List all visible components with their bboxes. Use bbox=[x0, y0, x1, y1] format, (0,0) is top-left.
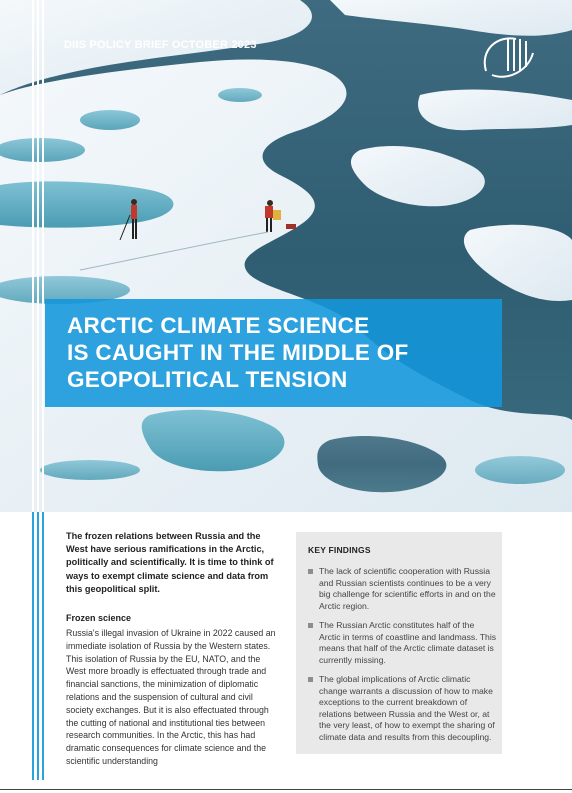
brief-label: DIIS POLICY BRIEF OCTOBER 2023 bbox=[64, 39, 257, 51]
key-findings-box bbox=[296, 532, 502, 754]
key-findings-heading: KEY FINDINGS bbox=[308, 545, 371, 555]
bottom-rule bbox=[0, 789, 572, 790]
decorative-vertical-lines-top bbox=[32, 0, 44, 512]
decorative-vertical-lines-bottom bbox=[32, 512, 44, 780]
title-line-1: ARCTIC CLIMATE SCIENCE bbox=[67, 313, 370, 338]
key-finding-text: The lack of scientific cooperation with Russia and Russian scientists continues to be a very big challenge for scientific efforts in and on the Arctic region. bbox=[319, 566, 496, 611]
key-finding-text: The Russian Arctic constitutes half of the Arctic in terms of coastline and landmass. This means that half of the Arctic climate dataset is currently missing. bbox=[319, 620, 497, 665]
square-bullet-icon bbox=[308, 677, 313, 682]
section-heading: Frozen science bbox=[66, 613, 132, 623]
title-line-3: GEOPOLITICAL TENSION bbox=[67, 367, 348, 392]
body-paragraph: Russia's illegal invasion of Ukraine in 2022 caused an immediate isolation of Russia by the Western states. This isolation of Russia by the EU, NATO, and the West more broadly is effectuated through trade and financial sanctions, the minimization of diplomatic relations and the suspension of cultural and civil society exchanges. But it is also effectuated through the cutting of national and institutional ties between research communities. In the Arctic, this has had dramatic consequences for climate science and the scientific understanding bbox=[66, 628, 276, 766]
lead-paragraph: The frozen relations between Russia and the West have serious ramifications in the Arctic, politically and scientifically. It is time to think of ways to exempt climate science and data from this geopolitical split. bbox=[66, 531, 274, 594]
page-title bbox=[67, 312, 487, 393]
diis-logo-icon bbox=[478, 31, 538, 81]
key-finding-text: The global implications of Arctic climatic change warrants a discussion of how to make exceptions to the current breakdown of relations between Russia and the West or, at the very least, of how to exempt the sharing of climate data and results from this decoupling. bbox=[319, 674, 495, 742]
title-line-2: IS CAUGHT IN THE MIDDLE OF bbox=[67, 340, 409, 365]
square-bullet-icon bbox=[308, 623, 313, 628]
square-bullet-icon bbox=[308, 569, 313, 574]
